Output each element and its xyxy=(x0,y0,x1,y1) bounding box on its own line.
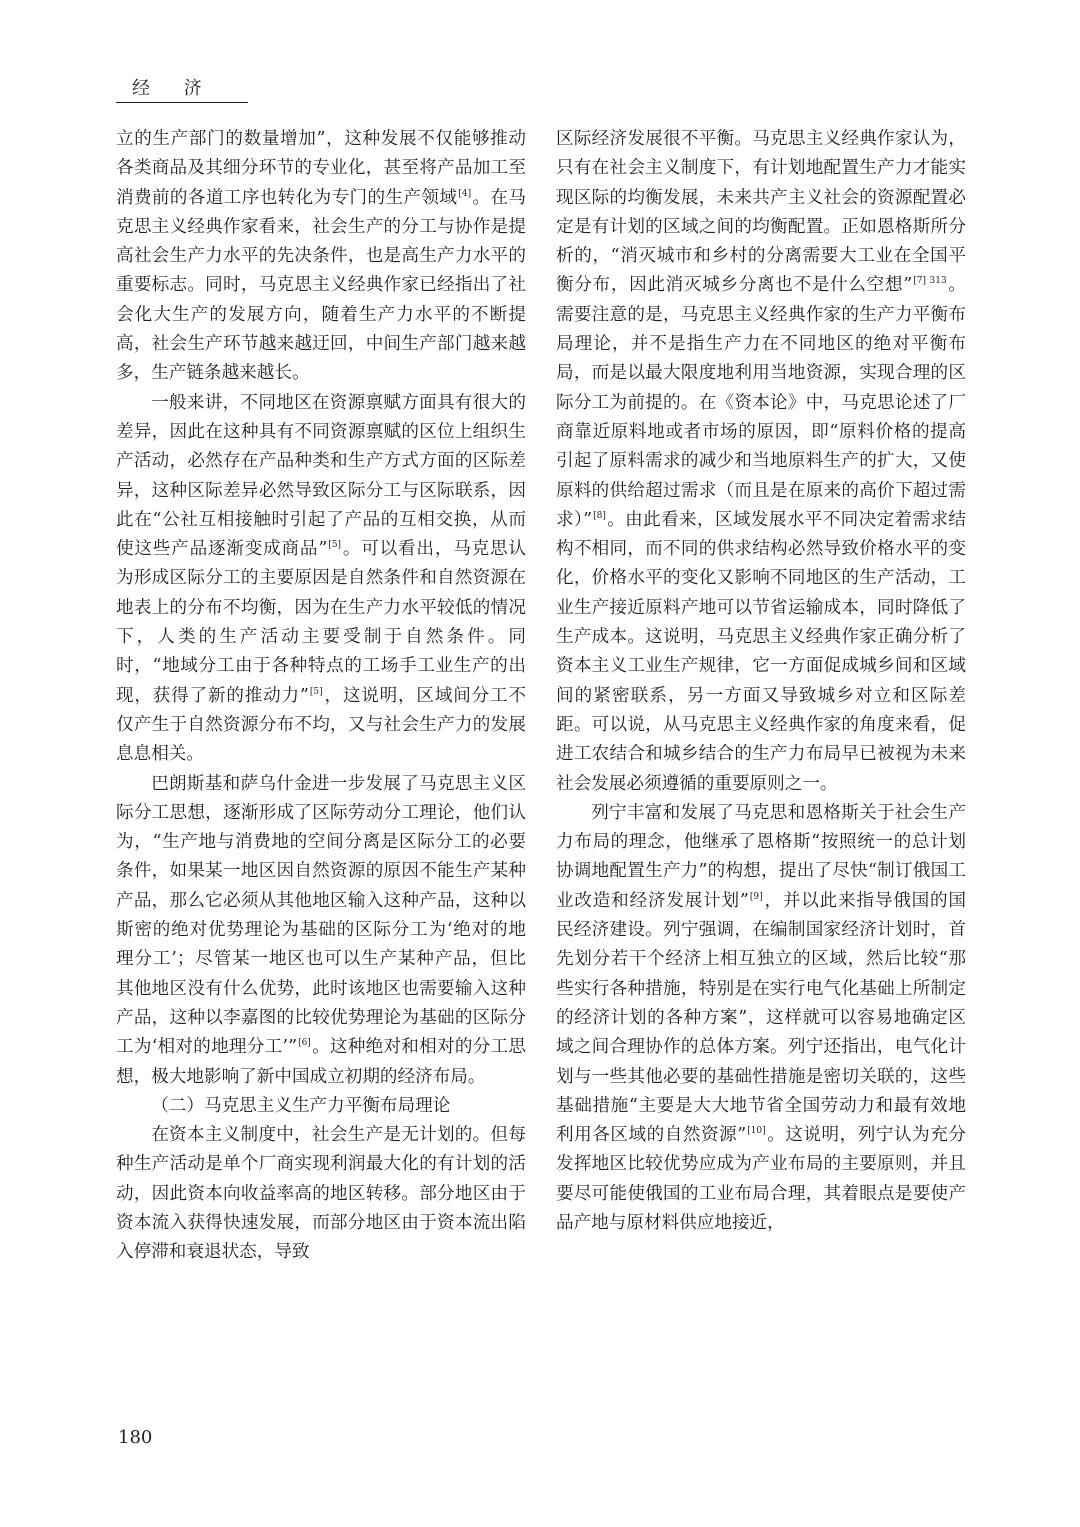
right-paragraph-2: 列宁丰富和发展了马克思和恩格斯关于社会生产力布局的理念，他继承了恩格斯“按照统一的总计划协调地配置生产力”的构想，提出了尽快“制订俄国工业改造和经济发展计划”[9]，并以此来指导俄国的国民经济建设。列宁强调，在编制国家经济计划时，首先划分若干个经济上相互独立的区域，然后比较“那些实行各种措施，特别是在实行电气化基础上所制定的经济计划的各种方案”，这样就可以容易地确定区域之间合理协作的总体方案。列宁还指出，电气化计划与一些其他必要的基础性措施是密切关联的，这些基础措施“主要是大大地节省全国劳动力和最有效地利用各区域的自然资源”[10]。这说明，列宁认为充分发挥地区比较优势应成为产业布局的主要原则，并且要尽可能使俄国的工业布局合理，其着眼点是要使产品产地与原材料供应地接近， xyxy=(556,802,966,1233)
left-paragraph-1: 立的生产部门的数量增加”，这种发展不仅能够推动各类商品及其细分环节的专业化，甚至将产品加工至消费前的各道工序也转化为专门的生产领域[4]。在马克思主义经典作家看来，社会生产的分工与协作是提高社会生产力水平的先决条件，也是高生产力水平的重要标志。同时，马克思主义经典作家已经指出了社会化大生产的发展方向，随着生产力水平的不断提高，社会生产环节越来越迂回，中间生产部门越来越多，生产链条越来越长。 xyxy=(116,129,526,384)
page-number: 180 xyxy=(118,1427,153,1448)
section-heading: （二）马克思主义生产力平衡布局理论 xyxy=(151,1095,451,1116)
running-header xyxy=(116,78,248,103)
right-column xyxy=(556,125,966,1238)
citation-ref: [9] xyxy=(749,891,763,902)
citation-ref: [5] xyxy=(309,686,323,697)
left-paragraph-4: 在资本主义制度中，社会生产是无计划的。但每种生产活动是单个厂商实现利润最大化的有计划的活动，因此资本向收益率高的地区转移。部分地区由于资本流入获得快速发展，而部分地区由于资本流出陷入停滞和衰退状态，导致 xyxy=(116,1125,526,1263)
citation-ref: [10] xyxy=(747,1126,766,1137)
citation-ref: [4] xyxy=(458,188,472,199)
left-paragraph-2: 一般来讲，不同地区在资源禀赋方面具有很大的差异，因此在这种具有不同资源禀赋的区位上组织生产活动，必然存在产品种类和生产方式方面的区际差异，这种区际差异必然导致区际分工与区际联系，因此在“公社互相接触时引起了产品的互相交换，从而使这些产品逐渐变成商品”[5]。可以看出，马克思认为形成区际分工的主要原因是自然条件和自然资源在地表上的分布不均衡，因为在生产力水平较低的情况下，人类的生产活动主要受制于自然条件。同时，“地域分工由于各种特点的工场手工业生产的出现，获得了新的推动力”[5]，这说明，区域间分工不仅产生于自然资源分布不均，又与社会生产力的发展息息相关。 xyxy=(116,392,526,765)
citation-ref: [5] xyxy=(328,540,342,551)
running-header-title: 经 济 xyxy=(132,78,216,99)
left-paragraph-3: 巴朗斯基和萨乌什金进一步发展了马克思主义区际分工思想，逐渐形成了区际劳动分工理论，他们认为，“生产地与消费地的空间分离是区际分工的必要条件，如果某一地区因自然资源的原因不能生产某种产品，那么它必须从其他地区输入这种产品，这种以斯密的绝对优势理论为基础的区际分工为‘绝对的地理分工’；尽管某一地区也可以生产某种产品，但比其他地区没有什么优势，此时该地区也需要输入这种产品，这种以李嘉图的比较优势理论为基础的区际分工为‘相对的地理分工’”[6]。这种绝对和相对的分工思想，极大地影响了新中国成立初期的经济布局。 xyxy=(116,773,526,1087)
left-column xyxy=(116,125,526,1268)
citation-ref: [7] 313 xyxy=(913,276,947,287)
citation-ref: [6] xyxy=(298,1038,311,1049)
citation-ref: [8] xyxy=(593,510,606,521)
right-paragraph-1: 区际经济发展很不平衡。马克思主义经典作家认为，只有在社会主义制度下，有计划地配置生产力才能实现区际的均衡发展，未来共产主义社会的资源配置必定是有计划的区域之间的均衡配置。正如恩格斯所分析的，“消灭城市和乡村的分离需要大工业在全国平衡分布，因此消灭城乡分离也不是什么空想”$^{[7] 313}$。需要注意的是，马克思主义经典作家的生产力平衡布局理论，并不是指生产力在不同地区的绝对平衡布局，而是以最大限度地利用当地资源，实现合理的区际分工为前提的。在《资本论》中，马克思论述了厂商靠近原料地或者市场的原因，即“原料价格的提高引起了原料需求的减少和当地原料生产的扩大，又使原料的供给超过需求（而且是在原来的高价下超过需求）”[8]。由此看来，区域发展水平不同决定着需求结构不相同，而不同的供求结构必然导致价格水平的变化，价格水平的变化又影响不同地区的生产活动，工业生产接近原料产地可以节省运输成本，同时降低了生产成本。这说明，马克思主义经典作家正确分析了资本主义工业生产规律，它一方面促成城乡间和区域间的紧密联系，另一方面又导致城乡对立和区际差距。可以说，从马克思主义经典作家的角度来看，促进工农结合和城乡结合的生产力布局早已被视为未来社会发展必须遵循的重要原则之一。 xyxy=(556,129,966,794)
